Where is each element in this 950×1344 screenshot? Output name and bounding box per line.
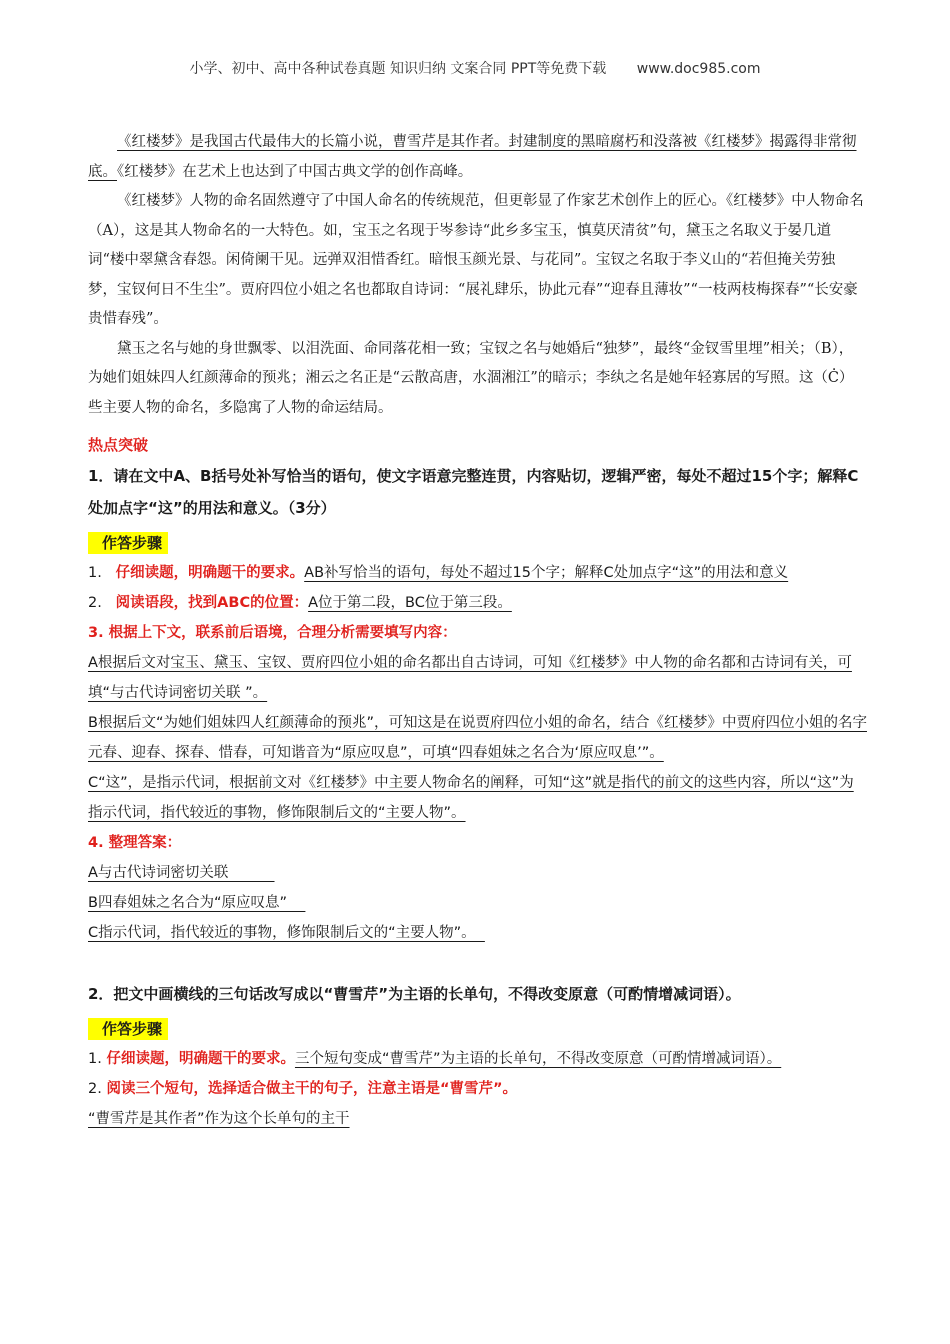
q1-step-4: 4. 整理答案：: [88, 835, 182, 851]
reading-passage: [88, 128, 864, 423]
q1-steps-label-wrap: [88, 532, 868, 554]
q1-steps-label: 作答步骤: [88, 532, 168, 554]
passage-paragraph-2: 《红楼梦》人物的命名固然遵守了中国人命名的传统规范，但更彰显了作家艺术创作上的匠心。《红楼梦》中人物命名（A），这是其人物命名的一大特色。如，宝玉之名现于岑参诗“此乡多宝玉，慎莫厌清贫”句，黛玉之名取义于晏几道词“楼中翠黛含春怨。闲倚阑干见。远弹双泪惜香红。暗恨玉颜光景、与花同”。宝钗之名取于李义山的“若但掩关劳独梦，宝钗何日不生尘”。贾府四位小姐之名也都取自诗词：“展礼肆乐，协此元春”“迎春且薄妆”“一枝两枝梅探春”“长安豪贵惜春残”。: [88, 193, 864, 327]
question-section: [88, 432, 868, 1134]
passage-paragraph-3: 黛玉之名与她的身世飘零、以泪洗面、命同落花相一致；宝钗之名与她婚后“独梦”，最终“金钗雪里埋”相关；（B），为她们姐妹四人红颜薄命的预兆；湘云之名正是“云散高唐，水涸湘江”的暗示；李纨之名是她年轻寡居的写照。· 这（C）些主要人物的命名，多隐寓了人物的命运结局。: [88, 335, 864, 424]
q2-step-1: 1. 仔细读题，明确题干的要求。三个短句变成“曹雪芹”为主语的长单句，不得改变原意（可酌情增减词语）。: [88, 1051, 782, 1067]
q2-steps-label: 作答步骤: [88, 1018, 168, 1040]
q1-answer-a: A与古代诗词密切关联: [88, 865, 275, 881]
page-header: [0, 58, 950, 78]
passage-paragraph-1: 《红楼梦》是我国古代最伟大的长篇小说，曹雪芹是其作者。封建制度的黑暗腐朽和没落被《红楼梦》揭露得非常彻底。《红楼梦》在艺术上也达到了中国古典文学的创作高峰。: [88, 134, 857, 180]
header-text: 小学、初中、高中各种试卷真题 知识归纳 文案合同 PPT等免费下载: [189, 61, 607, 77]
q1-analysis-b: B根据后文“为她们姐妹四人红颜薄命的预兆”，可知这是在说贾府四位小姐的命名，结合《红楼梦》中贾府四位小姐的名字元春、迎春、探春、惜春，可知谐音为“原应叹息”，可填“四春姐妹之名合为‘原应叹息’”。: [88, 715, 867, 761]
q1-step-1: 1. 仔细读题，明确题干的要求。AB补写恰当的语句，每处不超过15个字；解释C处加点字“这”的用法和意义: [88, 565, 789, 581]
q1-analysis-a: A根据后文对宝玉、黛玉、宝钗、贾府四位小姐的命名都出自古诗词，可知《红楼梦》中人物的命名都和古诗词有关，可填“与古代诗词密切关联 ”。: [88, 655, 852, 701]
q1-answer-b: B四春姐妹之名合为“原应叹息”: [88, 895, 306, 911]
dotted-character: · 这: [799, 370, 814, 386]
q2-step-2-detail: “曹雪芹是其作者”作为这个长单句的主干: [88, 1111, 350, 1127]
question-1-title: 1．请在文中A、B括号处补写恰当的语句，使文字语意完整连贯，内容贴切，逻辑严密，每处不超过15个字；解释C处加点字“这”的用法和意义。（3分）: [88, 467, 859, 517]
q1-analysis-c: C“这”，是指示代词，根据前文对《红楼梦》中主要人物命名的阐释，可知“这”就是指代的前文的这些内容，所以“这”为指示代词，指代较近的事物，修饰限制后文的“主要人物”。: [88, 775, 854, 821]
q1-answer-c: C指示代词，指代较近的事物，修饰限制后文的“主要人物”。: [88, 925, 485, 941]
hotspot-heading: 热点突破: [88, 436, 149, 454]
underlined-sentences: 《红楼梦》是我国古代最伟大的长篇小说，曹雪芹是其作者。封建制度的黑暗腐朽和没落被《红楼梦》揭露得非常彻底。: [88, 134, 857, 180]
q2-steps-label-wrap: [88, 1018, 868, 1040]
q2-step-2: 2. 阅读三个短句，选择适合做主干的句子，注意主语是“曹雪芹”。: [88, 1081, 518, 1097]
header-url[interactable]: www.doc985.com: [636, 61, 761, 77]
question-2-title: 2．把文中画横线的三句话改写成以“曹雪芹”为主语的长单句，不得改变原意（可酌情增减词语）。: [88, 985, 741, 1003]
q1-step-2: 2. 阅读语段，找到ABC的位置：A位于第二段，BC位于第三段。: [88, 595, 512, 611]
q1-step-3: 3. 根据上下文，联系前后语境，合理分析需要填写内容：: [88, 625, 457, 641]
